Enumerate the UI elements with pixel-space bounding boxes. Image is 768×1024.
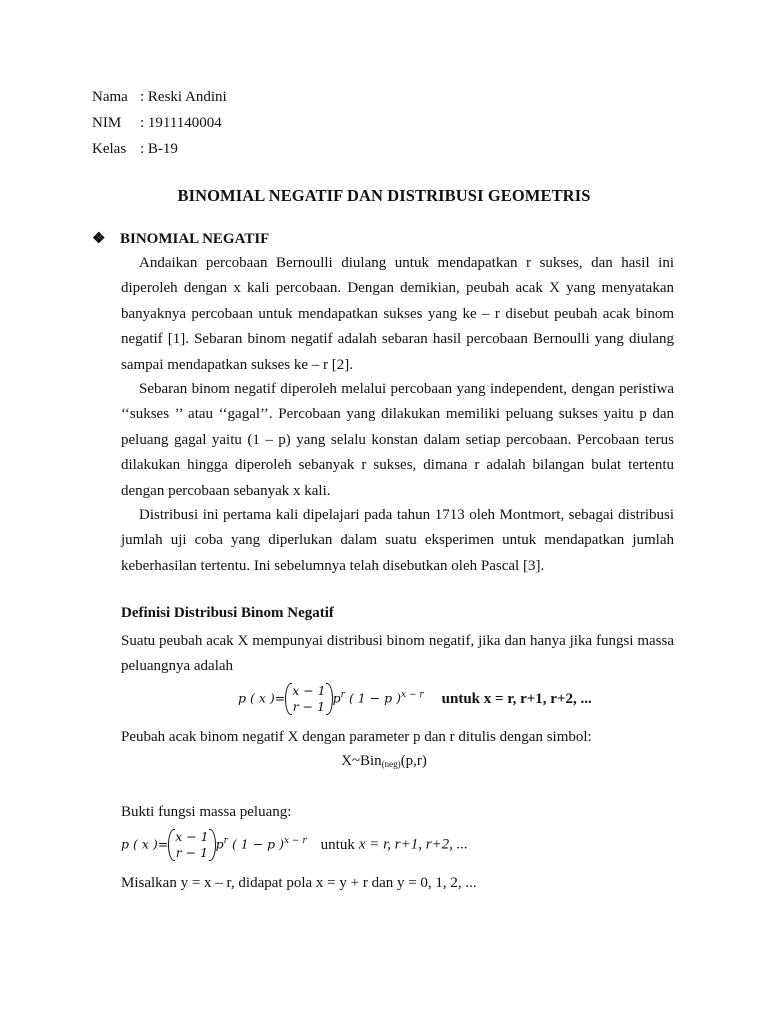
meta-row-nim: NIM : 1911140004 <box>92 115 222 131</box>
meta-row-name: Nama : Reski Andini <box>92 89 227 105</box>
paragraph-1: Andaikan percobaan Bernoulli diulang untuk mendapatkan r sukses, dan hasil ini diperoleh dengan x kali percobaan. Dengan demikian, peubah acak X yang menyatakan banyaknya percobaan untuk mendapatkan sukses yang ke – r disebut peubah acak binom negatif [1]. Sebaran binom negatif adalah sebaran hasil percobaan Bernoulli yang diulang sampai mendapatkan sukses ke – r [2]. <box>121 255 674 373</box>
definition-heading: Definisi Distribusi Binom Negatif <box>121 605 334 621</box>
section-heading: ❖ BINOMIAL NEGATIF <box>92 231 270 247</box>
proof-heading: Bukti fungsi massa peluang: <box>121 804 292 820</box>
pmf-formula: p ( x )= x − 1 r − 1 $p^r$ ( 1 − p )$^{x - r}$ untuk x = r, r+1, r+2, ... <box>238 683 592 714</box>
proof-formula: p ( x )= x − 1 r − 1 $p^r$ ( 1 − p )$^{x - r}$ untuk x = r, r+1, r+2, ... <box>121 829 468 860</box>
symbol-notation: X~Bin$_{(neg)}$(p,r) <box>341 753 427 769</box>
page-title: BINOMIAL NEGATIF DAN DISTRIBUSI GEOMETRIS <box>177 186 591 205</box>
binomial-coefficient: x − 1 r − 1 <box>285 683 332 715</box>
paragraph-3: Distribusi ini pertama kali dipelajari pada tahun 1713 oleh Montmort, sebagai distribusi jumlah uji coba yang diperlukan dalam suatu eksperimen untuk mendapatkan jumlah keberhasilan tertentu. Ini sebelumnya telah disebutkan oleh Pascal [3]. <box>121 507 674 574</box>
paragraph-2: Sebaran binom negatif diperoleh melalui percobaan yang independent, dengan peristiwa ‘‘sukses ’’ atau ‘‘gagal’’. Percobaan yang dilakukan memiliki peluang sukses yaitu p dan peluang gagal yaitu (1 – p) yang selalu konstan dalam setiap percobaan. Percobaan terus dilakukan hingga diperoleh sebanyak r sukses, dimana r adalah bilangan bulat tertentu dengan percobaan sebanyak x kali. <box>121 381 674 499</box>
proof-condition-word: untuk <box>320 836 355 853</box>
substitution-note: Misalkan y = x – r, didapat pola x = y + r dan y = 0, 1, 2, ... <box>121 875 477 891</box>
symbol-intro: Peubah acak binom negatif X dengan parameter p dan r ditulis dengan simbol: <box>121 729 592 745</box>
formula-condition: untuk x = r, r+1, r+2, ... <box>441 690 592 707</box>
definition-text: Suatu peubah acak X mempunyai distribusi binom negatif, jika dan hanya jika fungsi massa peluangnya adalah <box>121 633 674 675</box>
meta-row-class: Kelas : B-19 <box>92 141 178 157</box>
binomial-coefficient-proof: x − 1 r − 1 <box>168 829 215 861</box>
proof-condition-values: x = r, r+1, r+2, ... <box>358 836 468 853</box>
diamond-bullet-icon: ❖ <box>92 231 106 247</box>
student-info <box>92 84 227 162</box>
